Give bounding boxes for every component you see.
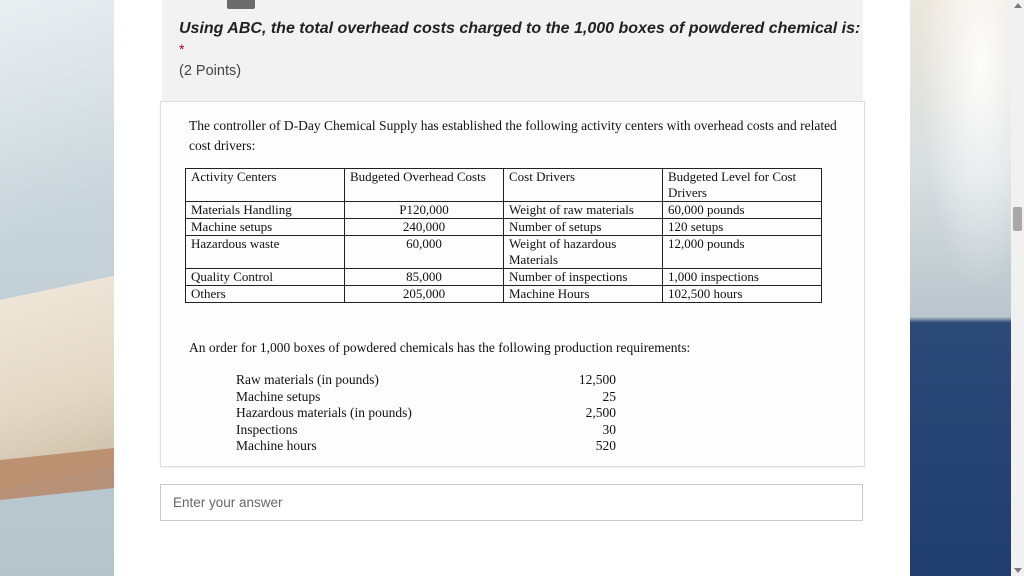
table-cell: 205,000 [345, 286, 504, 303]
table-row [186, 269, 822, 286]
table-cell: Quality Control [186, 269, 345, 286]
table-cell: 12,000 pounds [663, 236, 822, 269]
table-cell: Machine Hours [504, 286, 663, 303]
requirements-list [236, 372, 616, 455]
requirement-value: 25 [602, 388, 616, 404]
table-cell: Weight of hazardous Materials [504, 236, 663, 269]
table-cell: Machine setups [186, 219, 345, 236]
table-header-cell: Budgeted Overhead Costs [345, 169, 504, 202]
requirement-label: Hazardous materials (in pounds) [236, 405, 412, 421]
list-item [236, 405, 616, 422]
scroll-down-icon[interactable] [1014, 568, 1022, 573]
table-cell: Hazardous waste [186, 236, 345, 269]
table-header-cell: Activity Centers [186, 169, 345, 202]
question-image [160, 101, 865, 467]
table-cell: P120,000 [345, 202, 504, 219]
question-number-tab [227, 0, 255, 9]
background-left [0, 0, 114, 576]
page-scrollbar[interactable] [1011, 0, 1024, 576]
list-item [236, 389, 616, 406]
activity-cost-table [185, 168, 822, 303]
requirement-value: 12,500 [578, 372, 616, 387]
requirement-label: Machine hours [236, 438, 317, 454]
list-item [236, 438, 616, 455]
table-cell: Materials Handling [186, 202, 345, 219]
requirement-label: Inspections [236, 421, 298, 437]
form-panel [114, 0, 910, 576]
table-cell: 60,000 pounds [663, 202, 822, 219]
background-shine [910, 0, 1011, 330]
required-marker: * [179, 41, 185, 57]
table-cell: 1,000 inspections [663, 269, 822, 286]
question-points: (2 Points) [179, 63, 242, 79]
image-intro-text: The controller of D-Day Chemical Supply has established the following activity centers with overhead costs and related cost drivers: [189, 118, 837, 153]
list-item [236, 422, 616, 439]
scroll-up-icon[interactable] [1014, 3, 1022, 8]
background-right [910, 0, 1011, 576]
requirement-value: 30 [602, 421, 616, 437]
table-header-row [186, 169, 822, 202]
list-item [236, 372, 616, 389]
table-cell: Others [186, 286, 345, 303]
requirement-label: Raw materials (in pounds) [236, 372, 379, 387]
order-text: An order for 1,000 boxes of powdered chemicals has the following production requirements: [189, 340, 691, 355]
table-row [186, 286, 822, 303]
answer-input[interactable] [160, 484, 863, 521]
table-cell: 120 setups [663, 219, 822, 236]
table-cell: 102,500 hours [663, 286, 822, 303]
table-cell: Number of inspections [504, 269, 663, 286]
table-header-cell: Budgeted Level for Cost Drivers [663, 169, 822, 202]
question-header [162, 0, 863, 102]
requirement-value: 2,500 [585, 405, 616, 421]
table-row [186, 202, 822, 219]
table-cell: Weight of raw materials [504, 202, 663, 219]
table-cell: Number of setups [504, 219, 663, 236]
table-cell: 60,000 [345, 236, 504, 269]
table-header-cell: Cost Drivers [504, 169, 663, 202]
question-title: Using ABC, the total overhead costs charged to the 1,000 boxes of powdered chemical is: [179, 20, 861, 37]
requirement-label: Machine setups [236, 388, 321, 404]
requirement-value: 520 [595, 438, 616, 454]
table-row [186, 236, 822, 269]
scrollbar-thumb[interactable] [1013, 207, 1022, 231]
table-cell: 85,000 [345, 269, 504, 286]
table-cell: 240,000 [345, 219, 504, 236]
table-row [186, 219, 822, 236]
